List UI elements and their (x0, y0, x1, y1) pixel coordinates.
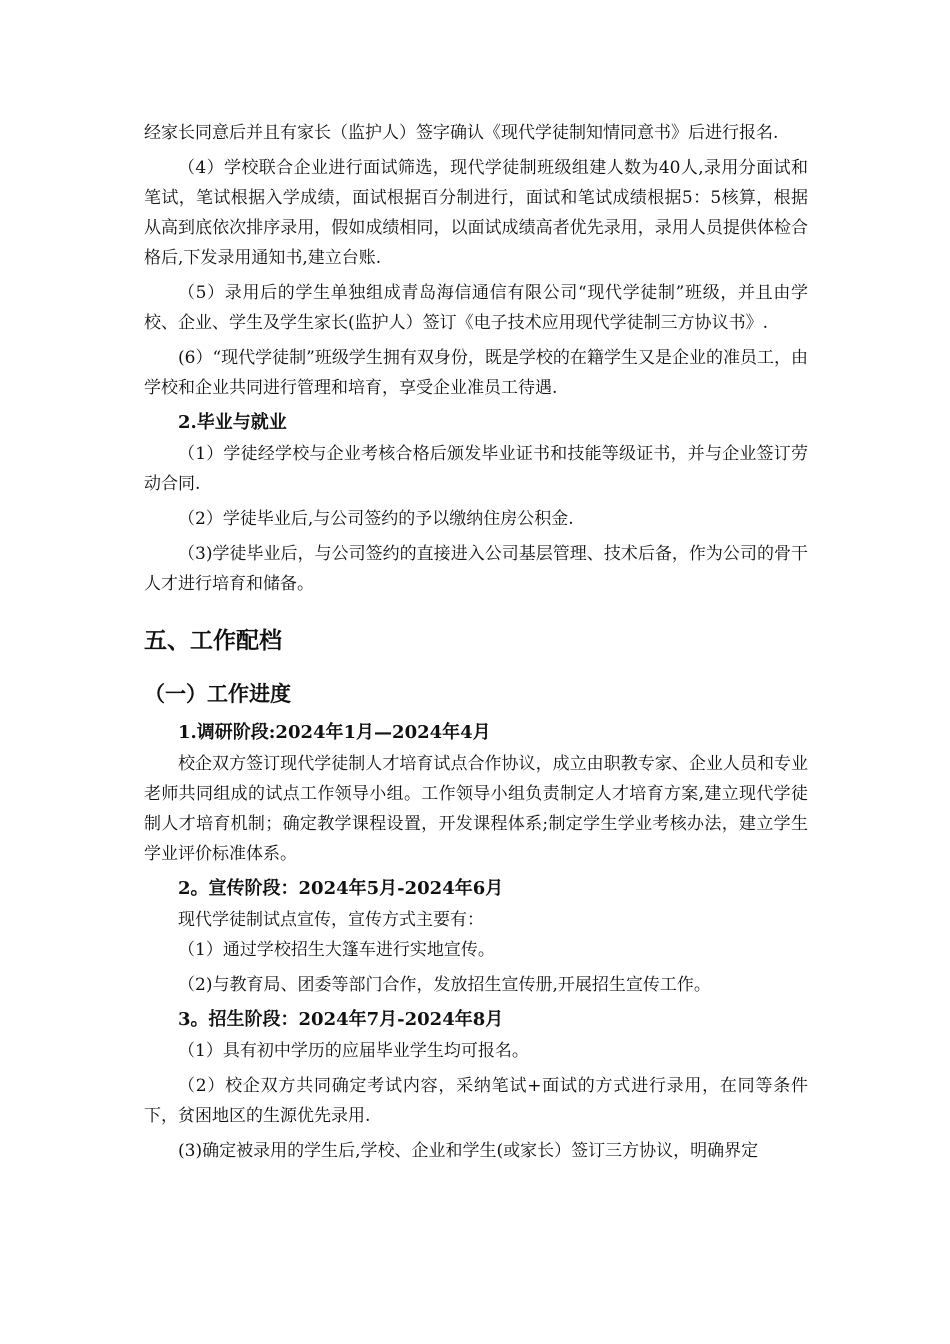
paragraph-publicity-intro: 现代学徒制试点宣传，宣传方式主要有： (178, 910, 484, 930)
document-body (144, 118, 808, 1166)
paragraph-graduation-1: （1）学徒经学校与企业考核合格后颁发毕业证书和技能等级证书，并与企业签订劳动合同. (144, 444, 808, 494)
paragraph-publicity-1: （1）通过学校招生大篷车进行实地宣传。 (178, 940, 495, 960)
paragraph-enrollment-3: (3)确定被录用的学生后,学校、企业和学生(或家长）签订三方协议，明确界定 (178, 1141, 759, 1161)
paragraph-publicity-2: （2)与教育局、团委等部门合作，发放招生宣传册,开展招生宣传工作。 (178, 975, 711, 995)
paragraph-enrollment-2: （2）校企双方共同确定考试内容，采纳笔试+面试的方式进行录用，在同等条件下，贫困地区的生源优先录用. (144, 1076, 808, 1126)
heading-enrollment-phase: 3。招生阶段：2024年7月-2024年8月 (178, 1009, 504, 1030)
paragraph-item-5: （5）录用后的学生单独组成青岛海信通信有限公司“现代学徒制”班级，并且由学校、企业、学生及学生家长(监护人）签订《电子技术应用现代学徒制三方协议书》. (144, 283, 808, 333)
paragraph-research-phase: 校企双方签订现代学徒制人才培育试点合作协议，成立由职教专家、企业人员和专业老师共同组成的试点工作领导小组。工作领导小组负责制定人才培育方案,建立现代学徒制人才培育机制；确定教学课程设置，开发课程体系;制定学生学业考核办法，建立学生学业评价标准体系。 (144, 754, 808, 864)
paragraph-enrollment-consent: 经家长同意后并且有家长（监护人）签字确认《现代学徒制知情同意书》后进行报名. (144, 123, 779, 143)
heading-publicity-phase: 2。宣传阶段：2024年5月-2024年6月 (178, 878, 504, 899)
paragraph-item-6: (6）“现代学徒制”班级学生拥有双身份，既是学校的在籍学生又是企业的准员工，由学校和企业共同进行管理和培育，享受企业准员工待遇. (144, 348, 808, 398)
paragraph-graduation-2: （2）学徒毕业后,与公司签约的予以缴纳住房公积金. (178, 509, 574, 529)
heading-graduation-employment: 2.毕业与就业 (178, 412, 287, 433)
section-title-work-schedule: 五、工作配档 (144, 627, 282, 654)
paragraph-graduation-3: （3)学徒毕业后，与公司签约的直接进入公司基层管理、技术后备，作为公司的骨干人才进行培育和储备。 (144, 544, 808, 594)
paragraph-item-4: （4）学校联合企业进行面试筛选，现代学徒制班级组建人数为40人,录用分面试和笔试，笔试根据入学成绩，面试根据百分制进行，面试和笔试成绩根据5：5核算，根据从高到底依次排序录用，假如成绩相同，以面试成绩高者优先录用，录用人员提供体检合格后,下发录用通知书,建立台账. (144, 158, 808, 268)
subsection-title-progress: （一）工作进度 (144, 681, 291, 706)
paragraph-enrollment-1: （1）具有初中学历的应届毕业学生均可报名。 (178, 1041, 529, 1061)
heading-research-phase: 1.调研阶段:2024年1月—2024年4月 (178, 722, 491, 743)
